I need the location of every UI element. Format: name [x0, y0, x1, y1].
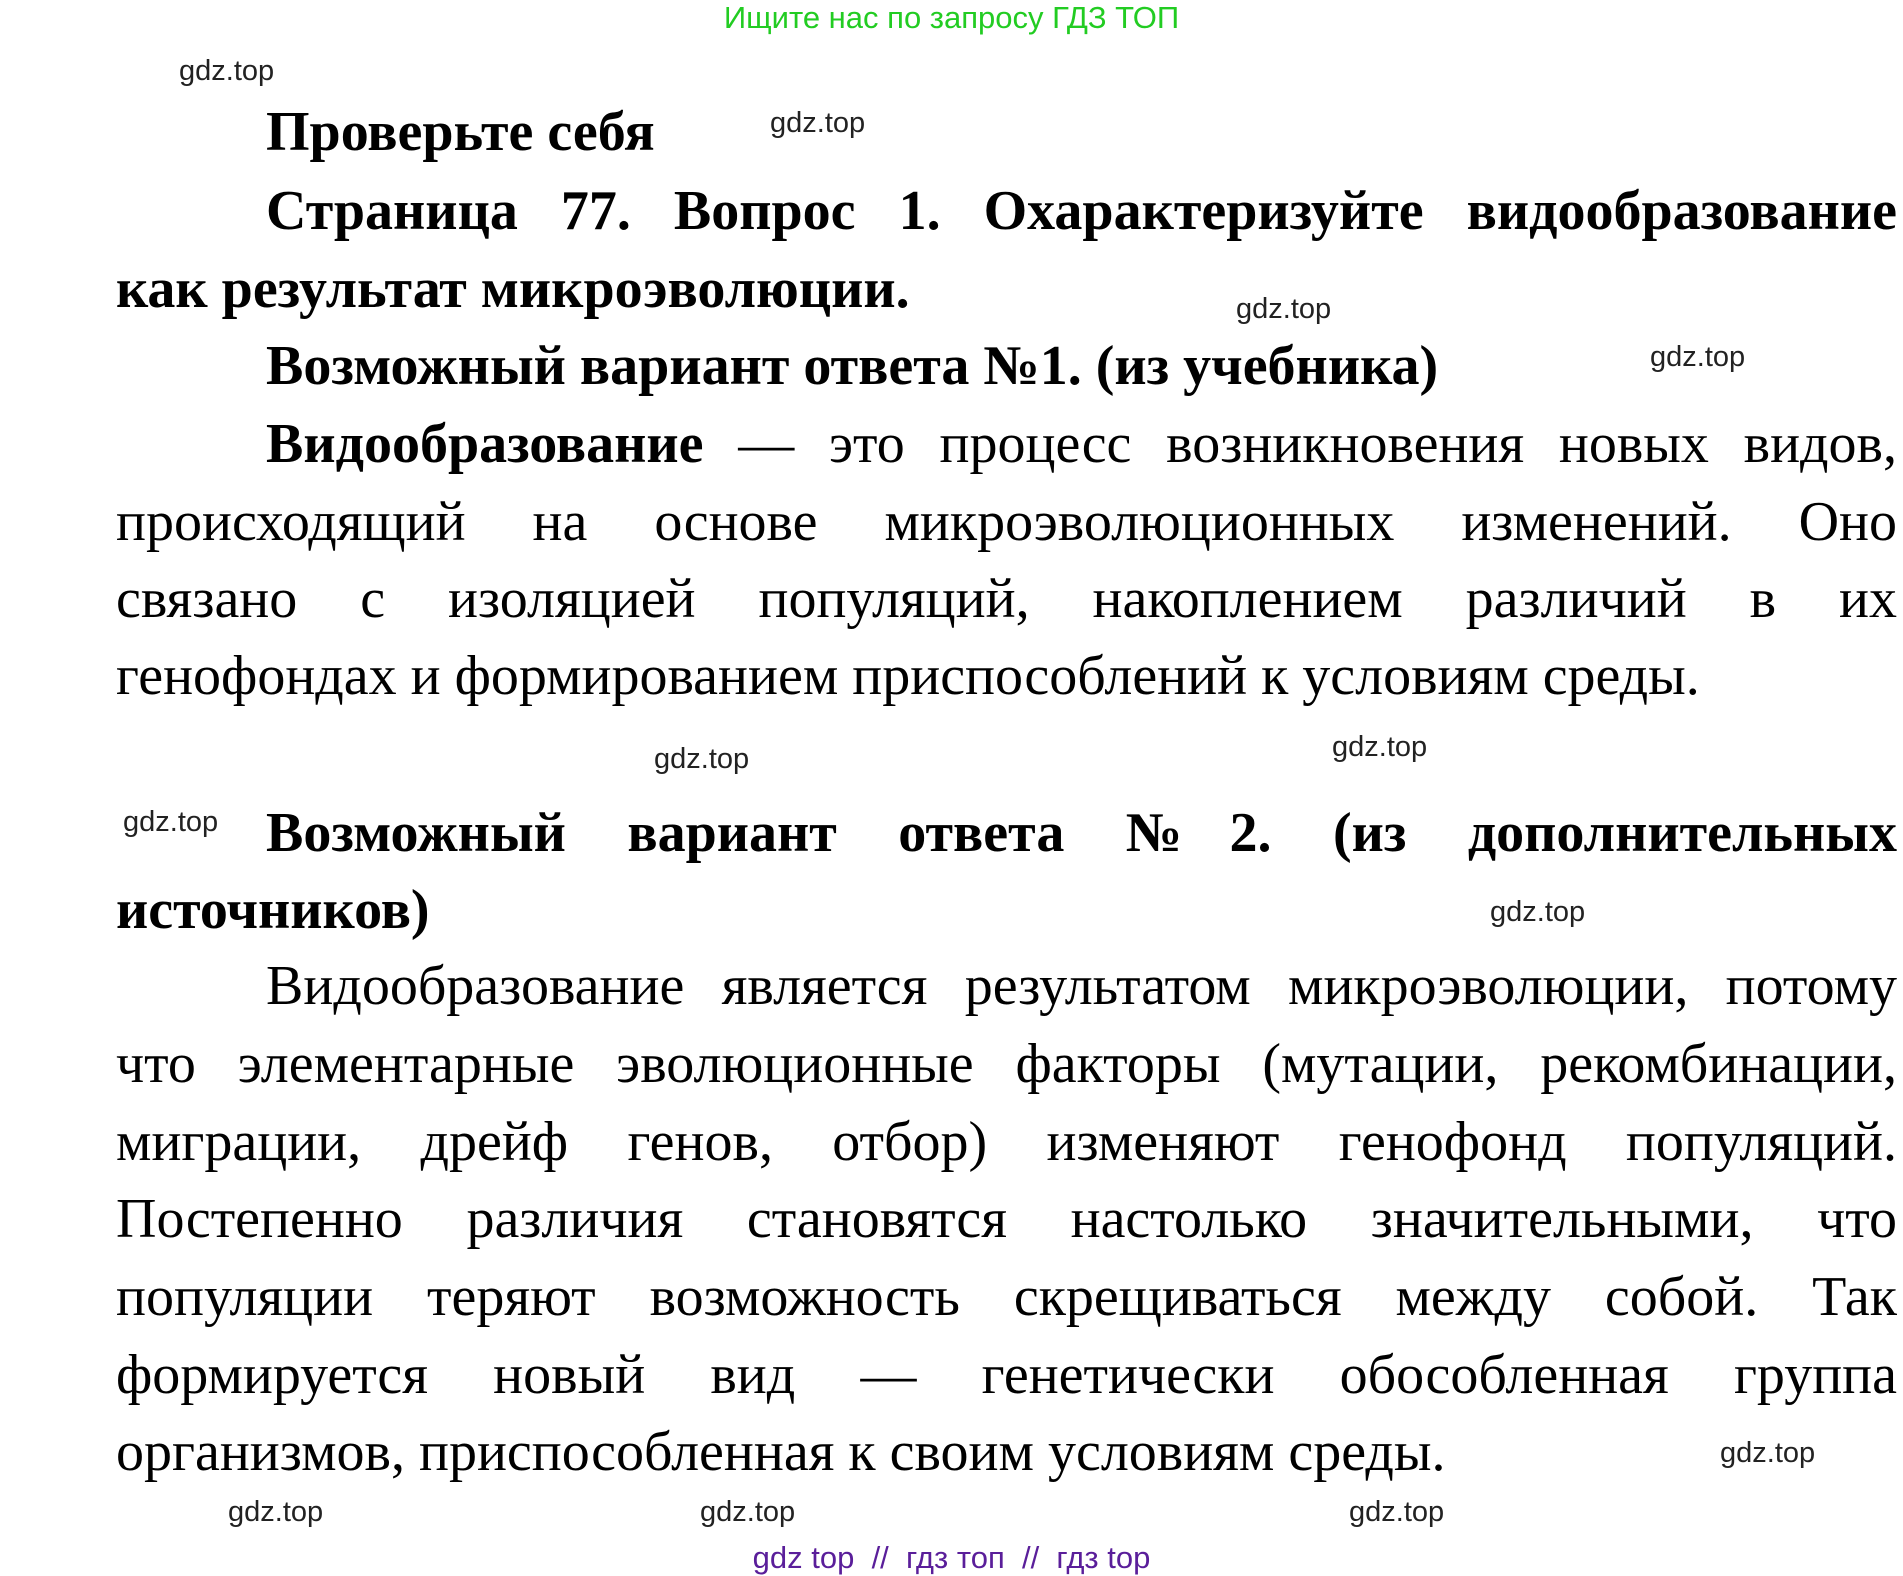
answer2-line: миграции, дрейф генов, отбор) изменяют генофонд популяций. [116, 1111, 1897, 1173]
answer1-line: связано с изоляцией популяций, накоплением различий в их [116, 568, 1897, 630]
watermark: gdz.top [770, 107, 866, 139]
watermark: gdz.top [1650, 341, 1746, 373]
answer2-line: популяции теряют возможность скрещиваться между собой. Так [116, 1266, 1897, 1328]
watermark: gdz.top [179, 55, 275, 87]
watermark: gdz.top [1349, 1496, 1445, 1528]
answer2-line: Постепенно различия становятся настолько значительными, что [116, 1188, 1897, 1250]
watermark: gdz.top [1490, 896, 1586, 928]
variant2-heading: источников) [116, 879, 430, 941]
watermark: gdz.top [123, 806, 219, 838]
question-line: как результат микроэволюции. [116, 258, 910, 320]
variant2-heading: Возможный вариант ответа №2. (из дополнительных [266, 802, 1897, 864]
watermark: gdz.top [654, 743, 750, 775]
answer1-line [266, 409, 1897, 479]
search-hint-banner: Ищите нас по запросу ГДЗ ТОП [723, 0, 1180, 35]
answer1-line: происходящий на основе микроэволюционных изменений. Оно [116, 491, 1897, 553]
watermark: gdz.top [1332, 731, 1428, 763]
watermark: gdz.top [228, 1496, 324, 1528]
term: Видообразование [266, 413, 704, 475]
watermark: gdz.top [1236, 293, 1332, 325]
watermark: gdz.top [700, 1496, 796, 1528]
answer1-line: генофондах и формированием приспособлений к условиям среды. [116, 645, 1700, 707]
answer1-text: — это процесс возникновения новых видов, [703, 413, 1897, 475]
question-line: Страница 77. Вопрос 1. Охарактеризуйте видообразование [266, 180, 1897, 242]
answer2-line: организмов, приспособленная к своим условиям среды. [116, 1421, 1446, 1483]
variant1-heading: Возможный вариант ответа №1. (из учебника) [266, 335, 1439, 397]
footer-banner: gdz top // гдз топ // гдз top [752, 1540, 1151, 1575]
answer2-line: что элементарные эволюционные факторы (мутации, рекомбинации, [116, 1033, 1897, 1095]
watermark: gdz.top [1720, 1437, 1816, 1469]
answer2-line: Видообразование является результатом микроэволюции, потому [266, 955, 1897, 1017]
section-title: Проверьте себя [266, 101, 655, 163]
answer2-line: формируется новый вид — генетически обособленная группа [116, 1344, 1897, 1406]
